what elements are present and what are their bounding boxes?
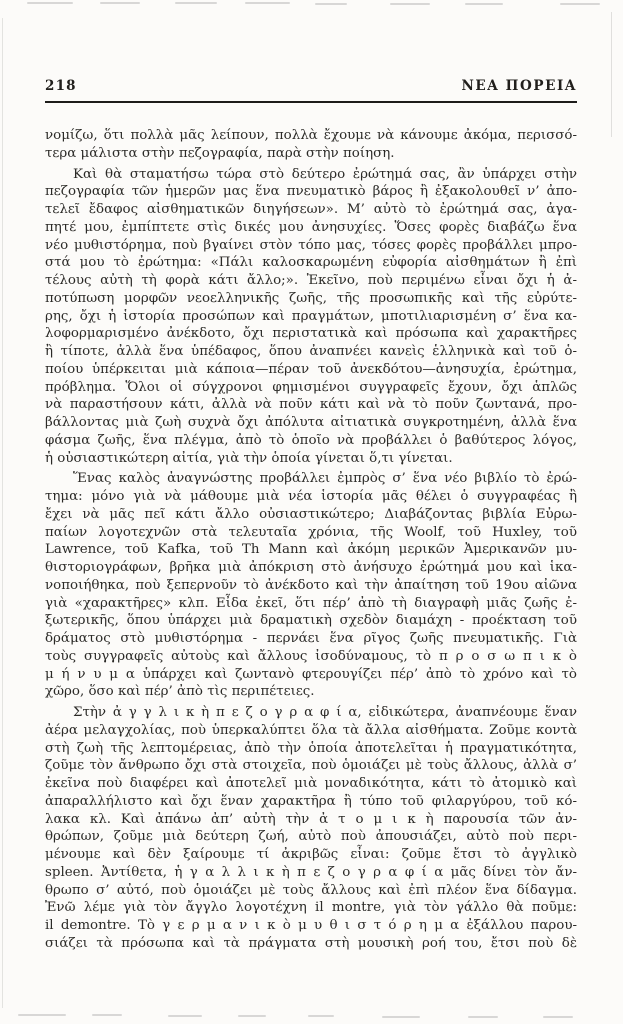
text-line: ἐκεῖνα ποὺ διαφέρει καὶ ἀποτελεῖ μιὰ μοναδικότητα, κάτι τὸ ἀτομικὸ καὶ — [45, 776, 577, 791]
text-line: il demontre. Τὸ γ ε ρ μ α ν ι κ ὸ μ υ θ ι σ τ ό ρ η μ α ἐξάλλου παρου- — [45, 918, 577, 933]
body-text — [45, 127, 577, 953]
text-line: θρώπων, ζοῦμε μιὰ δεύτερη ζωή, αὐτὸ ποὺ ἀπουσιάζει, αὐτὸ ποὺ περι- — [45, 829, 577, 845]
scan-artifact-bottom — [468, 1016, 498, 1018]
paragraph — [45, 166, 577, 468]
text-line: ἀπαραλλήλιστο καὶ ὄχι ἕναν χαρακτῆρα ἢ τύπο τοῦ φιλαργύρου, τοῦ κό- — [45, 793, 577, 809]
page-number: 218 — [45, 78, 77, 94]
text-line: ξωτερικῆς, ὅπου ὑπάρχει μιὰ δραματικὴ σχεδὸν διαμάχη - προέκταση τοῦ — [45, 613, 577, 629]
text-line: παίων λογοτεχνῶν στὰ τελευταῖα χρόνια, τῆς Woolf, τοῦ Huxley, τοῦ — [45, 524, 577, 540]
text-line: Lawrence, τοῦ Kafka, τοῦ Th Mann καὶ ἀκόμη μερικῶν Ἀμερικανῶν μυ- — [45, 542, 577, 558]
text-line: ἀέρα μελαγχολίας, ποὺ ὑπερκαλύπτει ὅλα τὰ ἄλλα αἰσθήματα. Ζοῦμε κοντὰ — [45, 722, 577, 738]
paragraph — [45, 127, 577, 163]
text-line: πεζογραφία τῶν ἡμερῶν μας ἕνα πνευματικὸ βάρος ἢ ἐξακολουθεῖ ν’ ἀπο- — [45, 184, 577, 200]
scan-artifact-top — [560, 3, 600, 5]
scan-artifact-top — [390, 3, 430, 5]
text-line: πρόβλημα. Ὅλοι οἱ σύγχρονοι φημισμένοι συγγραφεῖς ἔχουν, ὄχι ἁπλῶς — [45, 379, 577, 395]
text-line: τέλους αὐτὴ τὴ φορὰ κάτι ἄλλο;». Ἐκεῖνο, ποὺ περιμένω εἶναι ὄχι ἡ ἀ- — [45, 273, 577, 288]
scan-artifact-top — [27, 2, 73, 4]
text-line: χῶρο, ὅσο καὶ πέρ’ ἀπὸ τὶς περιπέτειες. — [45, 684, 315, 700]
text-line: λοφορμαρισμένο ἀνέκδοτο, ὄχι περιστατικὰ καὶ πρόσωπα καὶ χαρακτῆρες — [45, 326, 577, 342]
scan-artifact-top — [315, 3, 347, 5]
scan-artifact-bottom — [92, 1014, 122, 1016]
scan-artifact-bottom — [308, 1015, 334, 1017]
text-line: μένουμε καὶ δὲν ξαίρουμε τί ἀκριβῶς εἶναι: ζοῦμε ἔτσι τὸ ἀγγλικὸ — [45, 847, 577, 862]
text-line: ἢ τίποτε, ἀλλὰ ἕνα ὑπέδαφος, ὅπου ἀναπνέει κανεὶς ἑλληνικὰ καὶ τοῦ ὁ- — [45, 344, 577, 359]
text-line: πητέ μου, ἐμπίπτετε στὶς δικές μου ἀνησυχίες. Ὅσες φορὲς διαβάζω ἕνα — [45, 219, 577, 235]
text-line: τημα: μόνο γιὰ νὰ μάθουμε μιὰ νέα ἱστορία μᾶς θέλει ὁ συγγραφέας ἢ — [45, 489, 577, 504]
paragraph — [45, 704, 577, 953]
text-line: στὴ ζωὴ τῆς λεπτομέρειας, ἀπὸ τὴν ὁποία ἀποτελεῖται ἡ πραγματικότητα, — [45, 740, 577, 756]
text-line: θιστοριογράφων, βρῆκα μιὰ ἀπόκριση στὸ ἀνήσυχο ἐρώτημά μου καὶ ἱκα- — [45, 560, 577, 575]
text-line: λακα κλ. Καὶ ἀπάνω ἀπ’ αὐτὴ τὴν ἀ τ ο μ ι κ ὴ παρουσία τῶν ἀν- — [45, 811, 577, 827]
text-line: ζοῦμε τὸν ἄνθρωπο ὄχι στὰ στοιχεῖα, ποὺ ὁμοιάζει μὲ τοὺς ἄλλους, ἀλλὰ σ’ — [45, 758, 577, 774]
scan-artifact-bottom — [18, 1014, 66, 1016]
text-line: ποίου ὑπέρκειται μιὰ κάποια—πέραν τοῦ ἀνεκδότου—ἀνησυχία, ἐρώτημα, — [45, 361, 577, 377]
scan-artifact-bottom — [543, 1016, 573, 1018]
scan-artifact-bottom — [382, 1016, 420, 1018]
text-line: Ἕνας καλὸς ἀναγνώστης προβάλλει ἐμπρὸς σ’ ἕνα νέο βιβλίο τὸ ἐρώ- — [73, 471, 577, 487]
text-line: νὰ παραστήσουν κάτι, ἀλλὰ νὰ ποῦν κάτι καὶ νὰ τὸ ποῦν ζωντανά, προ- — [45, 397, 577, 413]
text-line: θρωπο σ’ αὐτό, ποὺ ὁμοιάζει μὲ τοὺς ἄλλους καὶ ἐπὶ πλέον ἕνα δίδαγμα. — [45, 882, 577, 898]
text-line: στά μου τὸ ἐρώτημα: «Πάλι καλοσκαρωμένη εὐφορία αἰσθημάτων ἢ ἐπὶ — [45, 255, 577, 271]
text-line: δράματος στὸ μυθιστόρημα - περνάει ἕνα ρῖγος ζωῆς πνευματικῆς. Γιὰ — [45, 631, 577, 646]
text-line: νοποιήθηκα, ποὺ ξεπερνοῦν τὸ ἀνέκδοτο καὶ τὴν ἀπαίτηση τοῦ 19ου αἰῶνα — [45, 577, 577, 593]
text-line: ρης, ὄχι ἡ ἱστορία προσώπων καὶ πραγμάτων, μποτιλιαρισμένη σ’ ἕνα κα- — [45, 308, 577, 324]
text-line: σιάζει τὰ πρόσωπα καὶ τὰ πράγματα στὴ μουσικὴ ροή του, ἔτσι ποὺ δὲ — [45, 935, 577, 951]
text-line: βάλλοντας μιὰ ζωὴ συχνὰ ὄχι ἀπόλυτα αἰτιατικὰ συγκροτημένη, ἀλλὰ ἕνα — [45, 415, 577, 430]
scan-edge-right — [611, 12, 612, 137]
text-line: νομίζω, ὅτι πολλὰ μᾶς λείπουν, πολλὰ ἔχουμε νὰ κάνουμε ἀκόμα, περισσό- — [45, 128, 577, 143]
paragraph — [45, 470, 577, 701]
text-line: τερα μάλιστα στὴν πεζογραφία, παρὰ στὴν ποίηση. — [45, 145, 395, 161]
text-line: φάσμα ζωῆς, ἕνα πλέγμα, ἀπὸ τὸ ὁποῖο νὰ προβάλλει ὁ βαθύτερος λόγος, — [45, 432, 577, 448]
journal-title: ΝΕΑ ΠΟΡΕΙΑ — [461, 78, 577, 94]
page-header — [45, 78, 577, 94]
scan-artifact-top — [175, 2, 217, 4]
text-line: ποτύπωση μορφῶν νεοελληνικῆς ζωῆς, τῆς προσωπικῆς καὶ τῆς εὐρύτε- — [45, 290, 577, 306]
scan-edge-left — [2, 18, 3, 1008]
text-line: Στὴν ἀ γ γ λ ι κ ὴ π ε ζ ο γ ρ α φ ί α, εἰδικώτερα, ἀναπνέουμε ἕναν — [73, 705, 577, 720]
text-line: νέο μυθιστόρημα, ποὺ βγαίνει στὸν τόπο μας, τόσες φορὲς προβάλλει μπρο- — [45, 237, 577, 253]
header-rule — [45, 101, 577, 103]
scan-artifact-bottom — [238, 1015, 266, 1017]
text-line: τοὺς συγγραφεῖς αὐτοὺς καὶ ἄλλους ἰσοδύναμους, τὸ π ρ ο σ ω π ι κ ὸ — [45, 648, 577, 664]
scan-artifact-bottom — [168, 1015, 202, 1017]
scan-artifact-top — [245, 2, 290, 4]
text-line: ἡ οὐσιαστικώτερη αἰτία, γιὰ τὴν ὁποία γίνεται ὅ,τι γίνεται. — [45, 450, 453, 466]
scan-artifact-top — [100, 2, 140, 4]
scan-artifact-top — [465, 3, 503, 5]
text-line: γιὰ «χαρακτῆρες» κλπ. Εἶδα ἐκεῖ, ὅτι πέρ’ ἀπὸ τὴ διαγραφὴ μιᾶς ζωῆς ἐ- — [45, 595, 577, 611]
text-line: Καὶ θὰ σταματήσω τώρα στὸ δεύτερο ἐρώτημά σας, ἂν ὑπάρχει στὴν — [73, 166, 577, 182]
text-line: μ ή ν υ μ α ὑπάρχει καὶ ζωντανὸ φτερουγίζει πέρ’ ἀπὸ τὸ χρόνο καὶ τὸ — [45, 666, 577, 682]
text-line: Ἐνῶ λέμε γιὰ τὸν ἄγγλο λογοτέχνη il montre, γιὰ τὸν γάλλο θὰ ποῦμε: — [45, 900, 577, 916]
text-line: spleen. Ἀντίθετα, ἡ γ α λ λ ι κ ὴ π ε ζ ο γ ρ α φ ί α μᾶς δίνει τὸν ἄν- — [45, 864, 577, 880]
text-line: τελεῖ ἔδαφος αἰσθηματικῶν διηγήσεων». Μ’ αὐτὸ τὸ ἐρώτημά σας, ἀγα- — [45, 202, 577, 217]
text-line: ἔχει νὰ μᾶς πεῖ κάτι ἄλλο οὐσιαστικώτερο; Διαβάζοντας βιβλία Εὐρω- — [45, 506, 577, 522]
